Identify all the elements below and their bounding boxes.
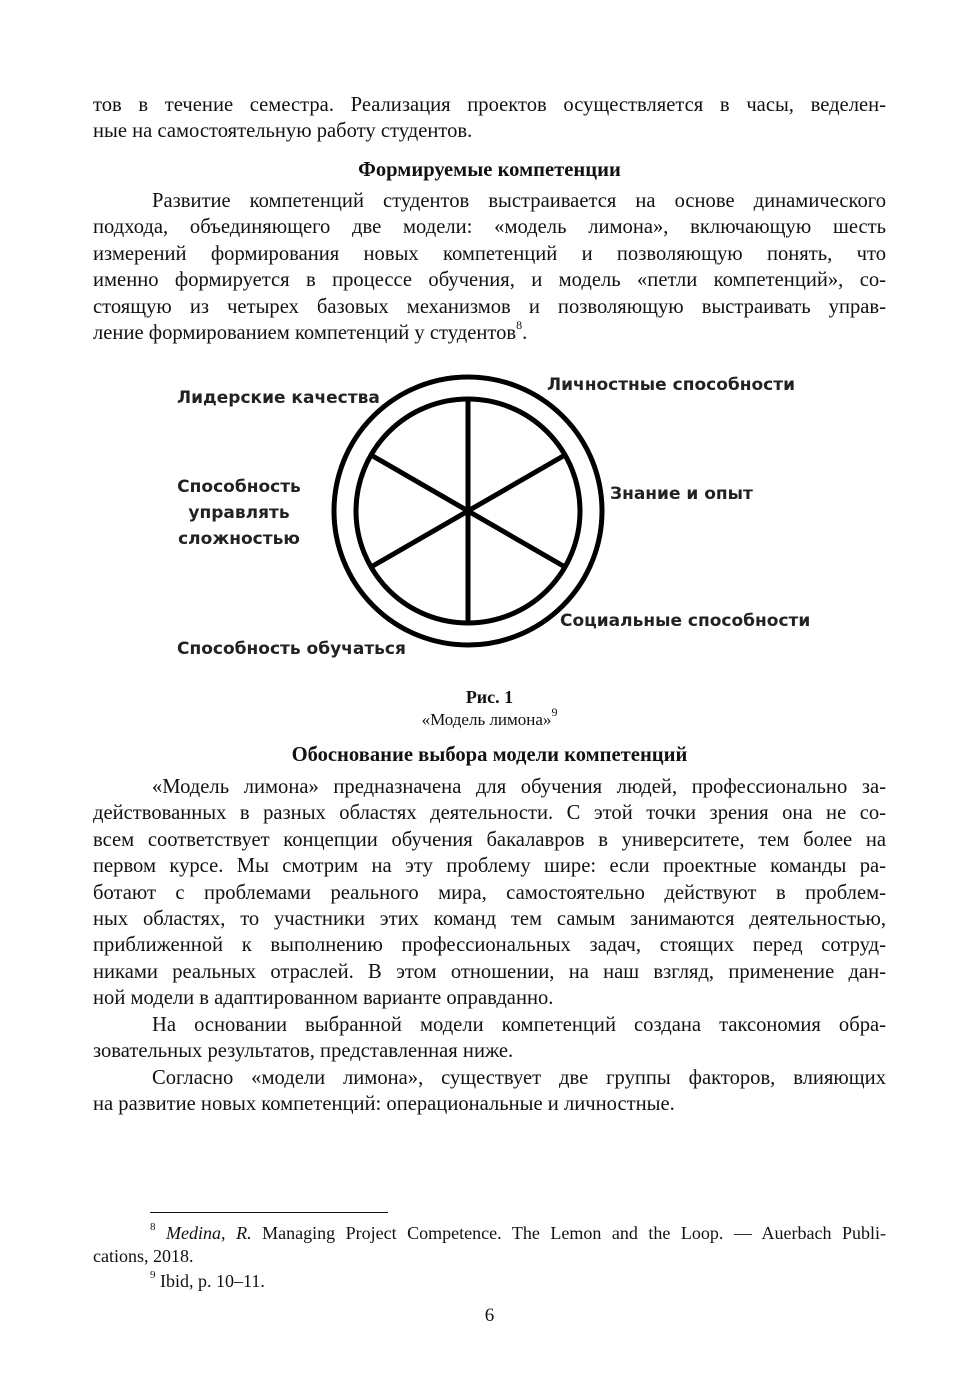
- footnote-separator: [150, 1212, 388, 1213]
- footnote-line: [93, 1270, 886, 1293]
- text-line: стоящую из четырех базовых механизмов и позволяющую выстраивать управ-: [93, 295, 886, 318]
- text-line: тов в течение семестра. Реализация проектов осуществляется в часы, веделен-: [93, 94, 886, 116]
- figure-caption-text: «Модель лимона»: [421, 710, 552, 729]
- sentence-end: .: [522, 321, 528, 344]
- label-personal-abilities: Личностные способности: [547, 375, 796, 395]
- label-leadership: Лидерские качества: [177, 388, 380, 408]
- text-line: на развитие новых компетенций: операциональные и личностные.: [93, 1093, 675, 1116]
- section2-paragraph-1: [93, 774, 886, 1012]
- text-line: измерений формирования новых компетенций и позволяющую понять, что: [93, 242, 886, 265]
- text-line: ботают с проблемами реального мира, самостоятельно действуют в проблем-: [93, 881, 886, 904]
- section1-paragraph: [93, 188, 886, 346]
- text-line: ных областях, то участники этих команд тем самым занимаются деятельностью,: [93, 907, 886, 930]
- label-learning-ability: Способность обучаться: [177, 639, 406, 659]
- footnote-line: [93, 1222, 886, 1245]
- text-line: именно формируется в процессе обучения, и модель «петли компетенций», со-: [93, 269, 886, 292]
- text-line: [93, 320, 886, 346]
- footnote-text: Managing Project Competence. The Lemon and the Loop. — Auerbach Publi-: [251, 1223, 887, 1243]
- footnote-ref[interactable]: 9: [551, 705, 558, 720]
- label-complexity-management: [160, 474, 318, 552]
- lemon-model-figure: [160, 360, 840, 680]
- text-line: ные на самостоятельную работу студентов.: [93, 120, 473, 143]
- page-number: 6: [484, 1305, 495, 1326]
- text-line: действованных в разных областях деятельности. С этой точки зрения она не со-: [93, 802, 886, 825]
- section-heading: Обоснование выбора модели компетенций: [291, 744, 688, 766]
- text-line: На основании выбранной модели компетенций создана таксономия обра-: [152, 1014, 886, 1036]
- footnote-8: [93, 1222, 886, 1268]
- text-line: приближенной к выполнению профессиональных задач, стоящих перед сотруд-: [93, 934, 886, 957]
- text-line: всем соответствует концепции обучения бакалавров в университете, тем более на: [93, 828, 886, 851]
- label-social-abilities: Социальные способности: [560, 611, 811, 631]
- intro-paragraph: [93, 92, 886, 145]
- footnote-9: [93, 1270, 886, 1293]
- text-line: Развитие компетенций студентов выстраивается на основе динамического: [152, 190, 886, 212]
- label-line: Способность: [177, 477, 301, 497]
- figure-caption-title: Рис. 1: [465, 687, 514, 707]
- footnote-number: 8: [150, 1221, 156, 1233]
- footnote-line: cations, 2018.: [93, 1246, 194, 1266]
- text-line: Согласно «модели лимона», существует две группы факторов, влияющих: [152, 1067, 886, 1089]
- footnote-ref[interactable]: 8: [516, 318, 523, 333]
- section2-paragraph-3: [93, 1065, 886, 1118]
- text-line: никами реальных отраслей. В этом отношении, на наш взгляд, применение дан-: [93, 960, 886, 983]
- footnote-text: Ibid, p. 10–11.: [155, 1271, 265, 1291]
- footnote-author: Medina, R.: [166, 1223, 252, 1243]
- text-line: «Модель лимона» предназначена для обучения людей, профессионально за-: [152, 776, 886, 798]
- figure-caption: [93, 705, 886, 731]
- text-line-content: ление формированием компетенций у студентов: [93, 321, 517, 344]
- text-line: зовательных результатов, представленная ниже.: [93, 1040, 514, 1063]
- label-line: сложностью: [178, 529, 300, 549]
- text-line: подхода, объединяющего две модели: «модель лимона», включающую шесть: [93, 216, 886, 239]
- text-line: первом курсе. Мы смотрим на эту проблему шире: если проектные команды ра-: [93, 855, 886, 878]
- section-heading: Формируемые компетенции: [358, 159, 621, 181]
- section2-paragraph-2: [93, 1012, 886, 1065]
- text-line: ной модели в адаптированном варианте оправданно.: [93, 987, 554, 1010]
- label-knowledge-experience: Знание и опыт: [610, 484, 753, 504]
- label-line: управлять: [188, 503, 290, 523]
- footnote-number: 9: [150, 1269, 156, 1281]
